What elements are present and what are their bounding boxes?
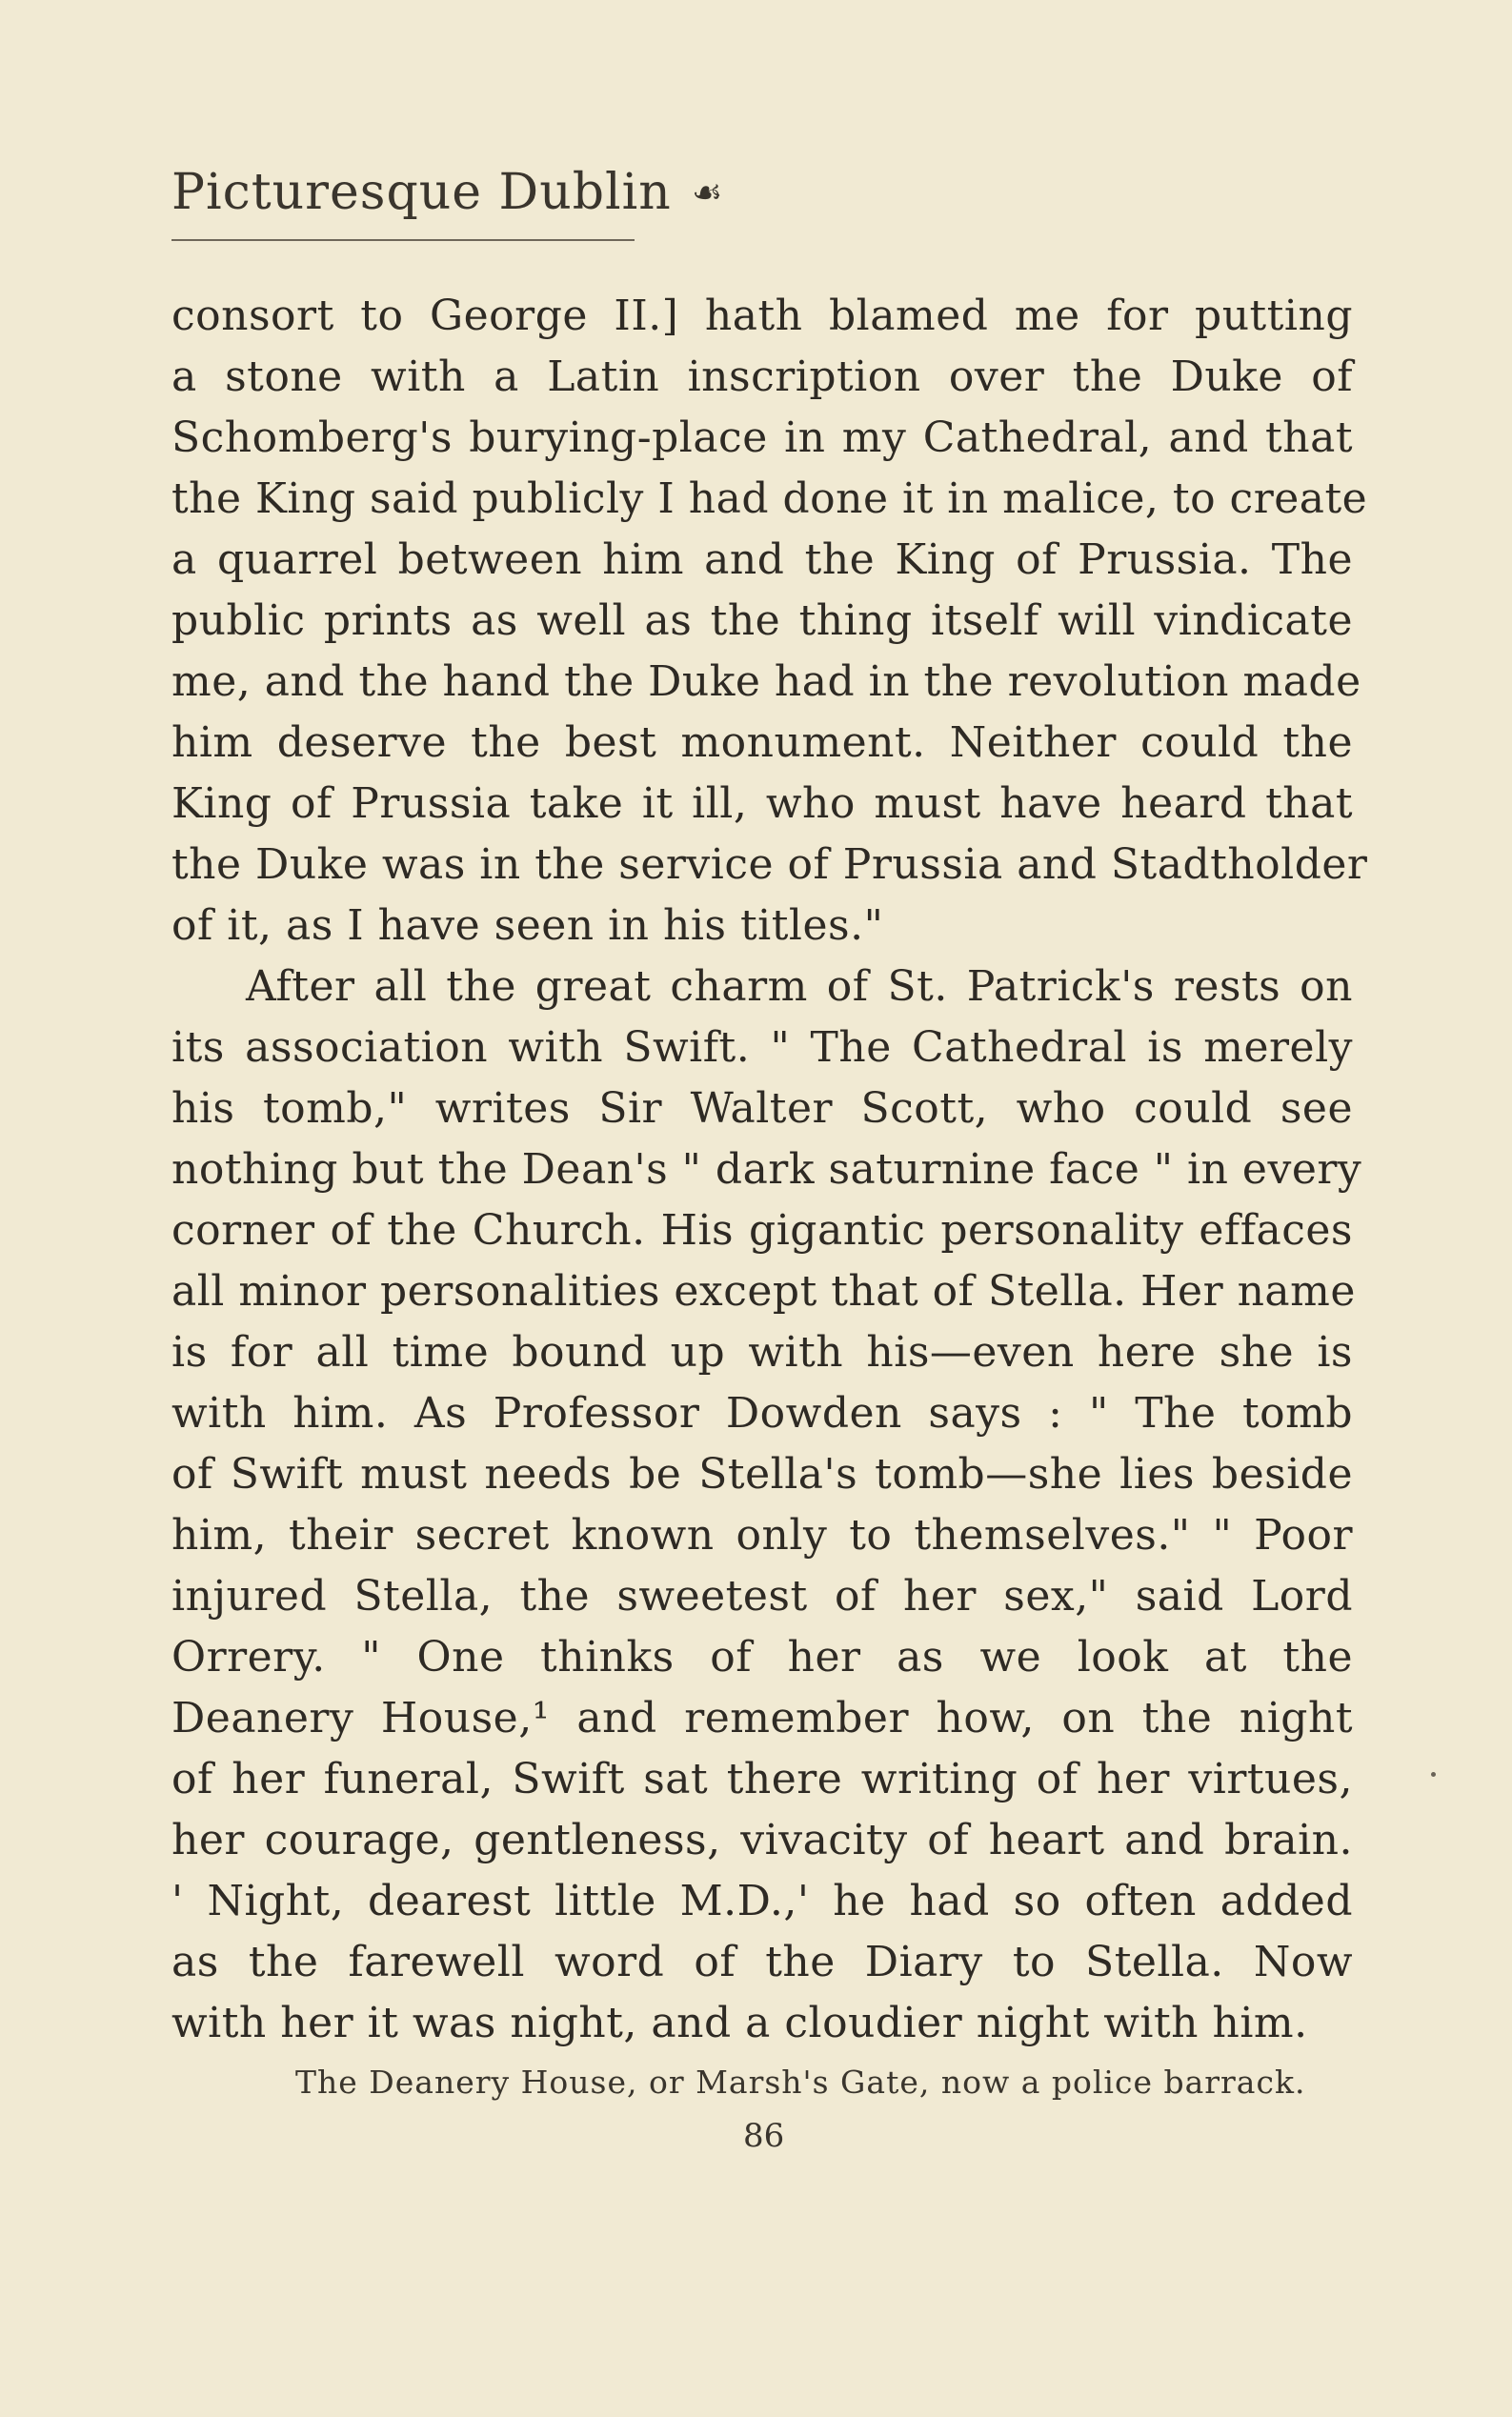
text-line: injured Stella, the sweetest of her sex," said Lord (171, 1572, 1353, 1621)
text-line: of it, as I have seen in his titles." (171, 901, 884, 950)
running-head: Picturesque Dublin (171, 164, 672, 221)
text-line: with him. As Professor Dowden says : " The tomb (171, 1389, 1353, 1438)
text-line: consort to George II.] hath blamed me for putting (171, 292, 1353, 340)
text-line: Deanery House,¹ and remember how, on the night (171, 1694, 1353, 1742)
text-line: him, their secret known only to themselves." " Poor (171, 1511, 1353, 1560)
paragraph-2 (171, 957, 1362, 2054)
text-line: the Duke was in the service of Prussia and Stadtholder (171, 840, 1368, 889)
text-line: King of Prussia take it ill, who must have heard that (171, 779, 1353, 828)
text-line: me, and the hand the Duke had in the revolution made (171, 657, 1361, 706)
text-line: her courage, gentleness, vivacity of heart and brain. (171, 1816, 1353, 1864)
text-line: a quarrel between him and the King of Prussia. The (171, 535, 1353, 584)
text-line: him deserve the best monument. Neither could the (171, 718, 1353, 767)
body-text (171, 286, 1368, 2054)
text-line: all minor personalities except that of Stella. Her name (171, 1267, 1356, 1316)
text-line: After all the great charm of St. Patrick's rests on (246, 962, 1353, 1011)
text-line: is for all time bound up with his—even here she is (171, 1328, 1353, 1377)
text-line: a stone with a Latin inscription over the Duke of (171, 352, 1353, 401)
paragraph-1 (171, 286, 1368, 957)
ornament-icon: ☙ (692, 173, 723, 212)
text-line: his tomb," writes Sir Walter Scott, who could see (171, 1084, 1353, 1133)
text-line: its association with Swift. " The Cathedral is merely (171, 1023, 1353, 1072)
text-line: corner of the Church. His gigantic personality effaces (171, 1206, 1353, 1255)
page-number: 86 (743, 2117, 785, 2155)
margin-mark (1431, 1772, 1436, 1777)
footnote: The Deanery House, or Marsh's Gate, now a police barrack. (295, 2064, 1306, 2101)
header-rule (171, 239, 635, 241)
text-line: ' Night, dearest little M.D.,' he had so often added (171, 1877, 1353, 1925)
text-line: with her it was night, and a cloudier night with him. (171, 1999, 1308, 2047)
text-line: the King said publicly I had done it in malice, to create (171, 474, 1368, 523)
text-line: nothing but the Dean's " dark saturnine face " in every (171, 1145, 1362, 1194)
text-line: Schomberg's burying-place in my Cathedral, and that (171, 413, 1353, 462)
text-line: Orrery. " One thinks of her as we look at the (171, 1633, 1353, 1682)
text-line: of her funeral, Swift sat there writing of her virtues, (171, 1755, 1353, 1803)
text-line: public prints as well as the thing itself will vindicate (171, 596, 1353, 645)
text-line: of Swift must needs be Stella's tomb—she lies beside (171, 1450, 1353, 1499)
text-line: as the farewell word of the Diary to Stella. Now (171, 1938, 1353, 1986)
